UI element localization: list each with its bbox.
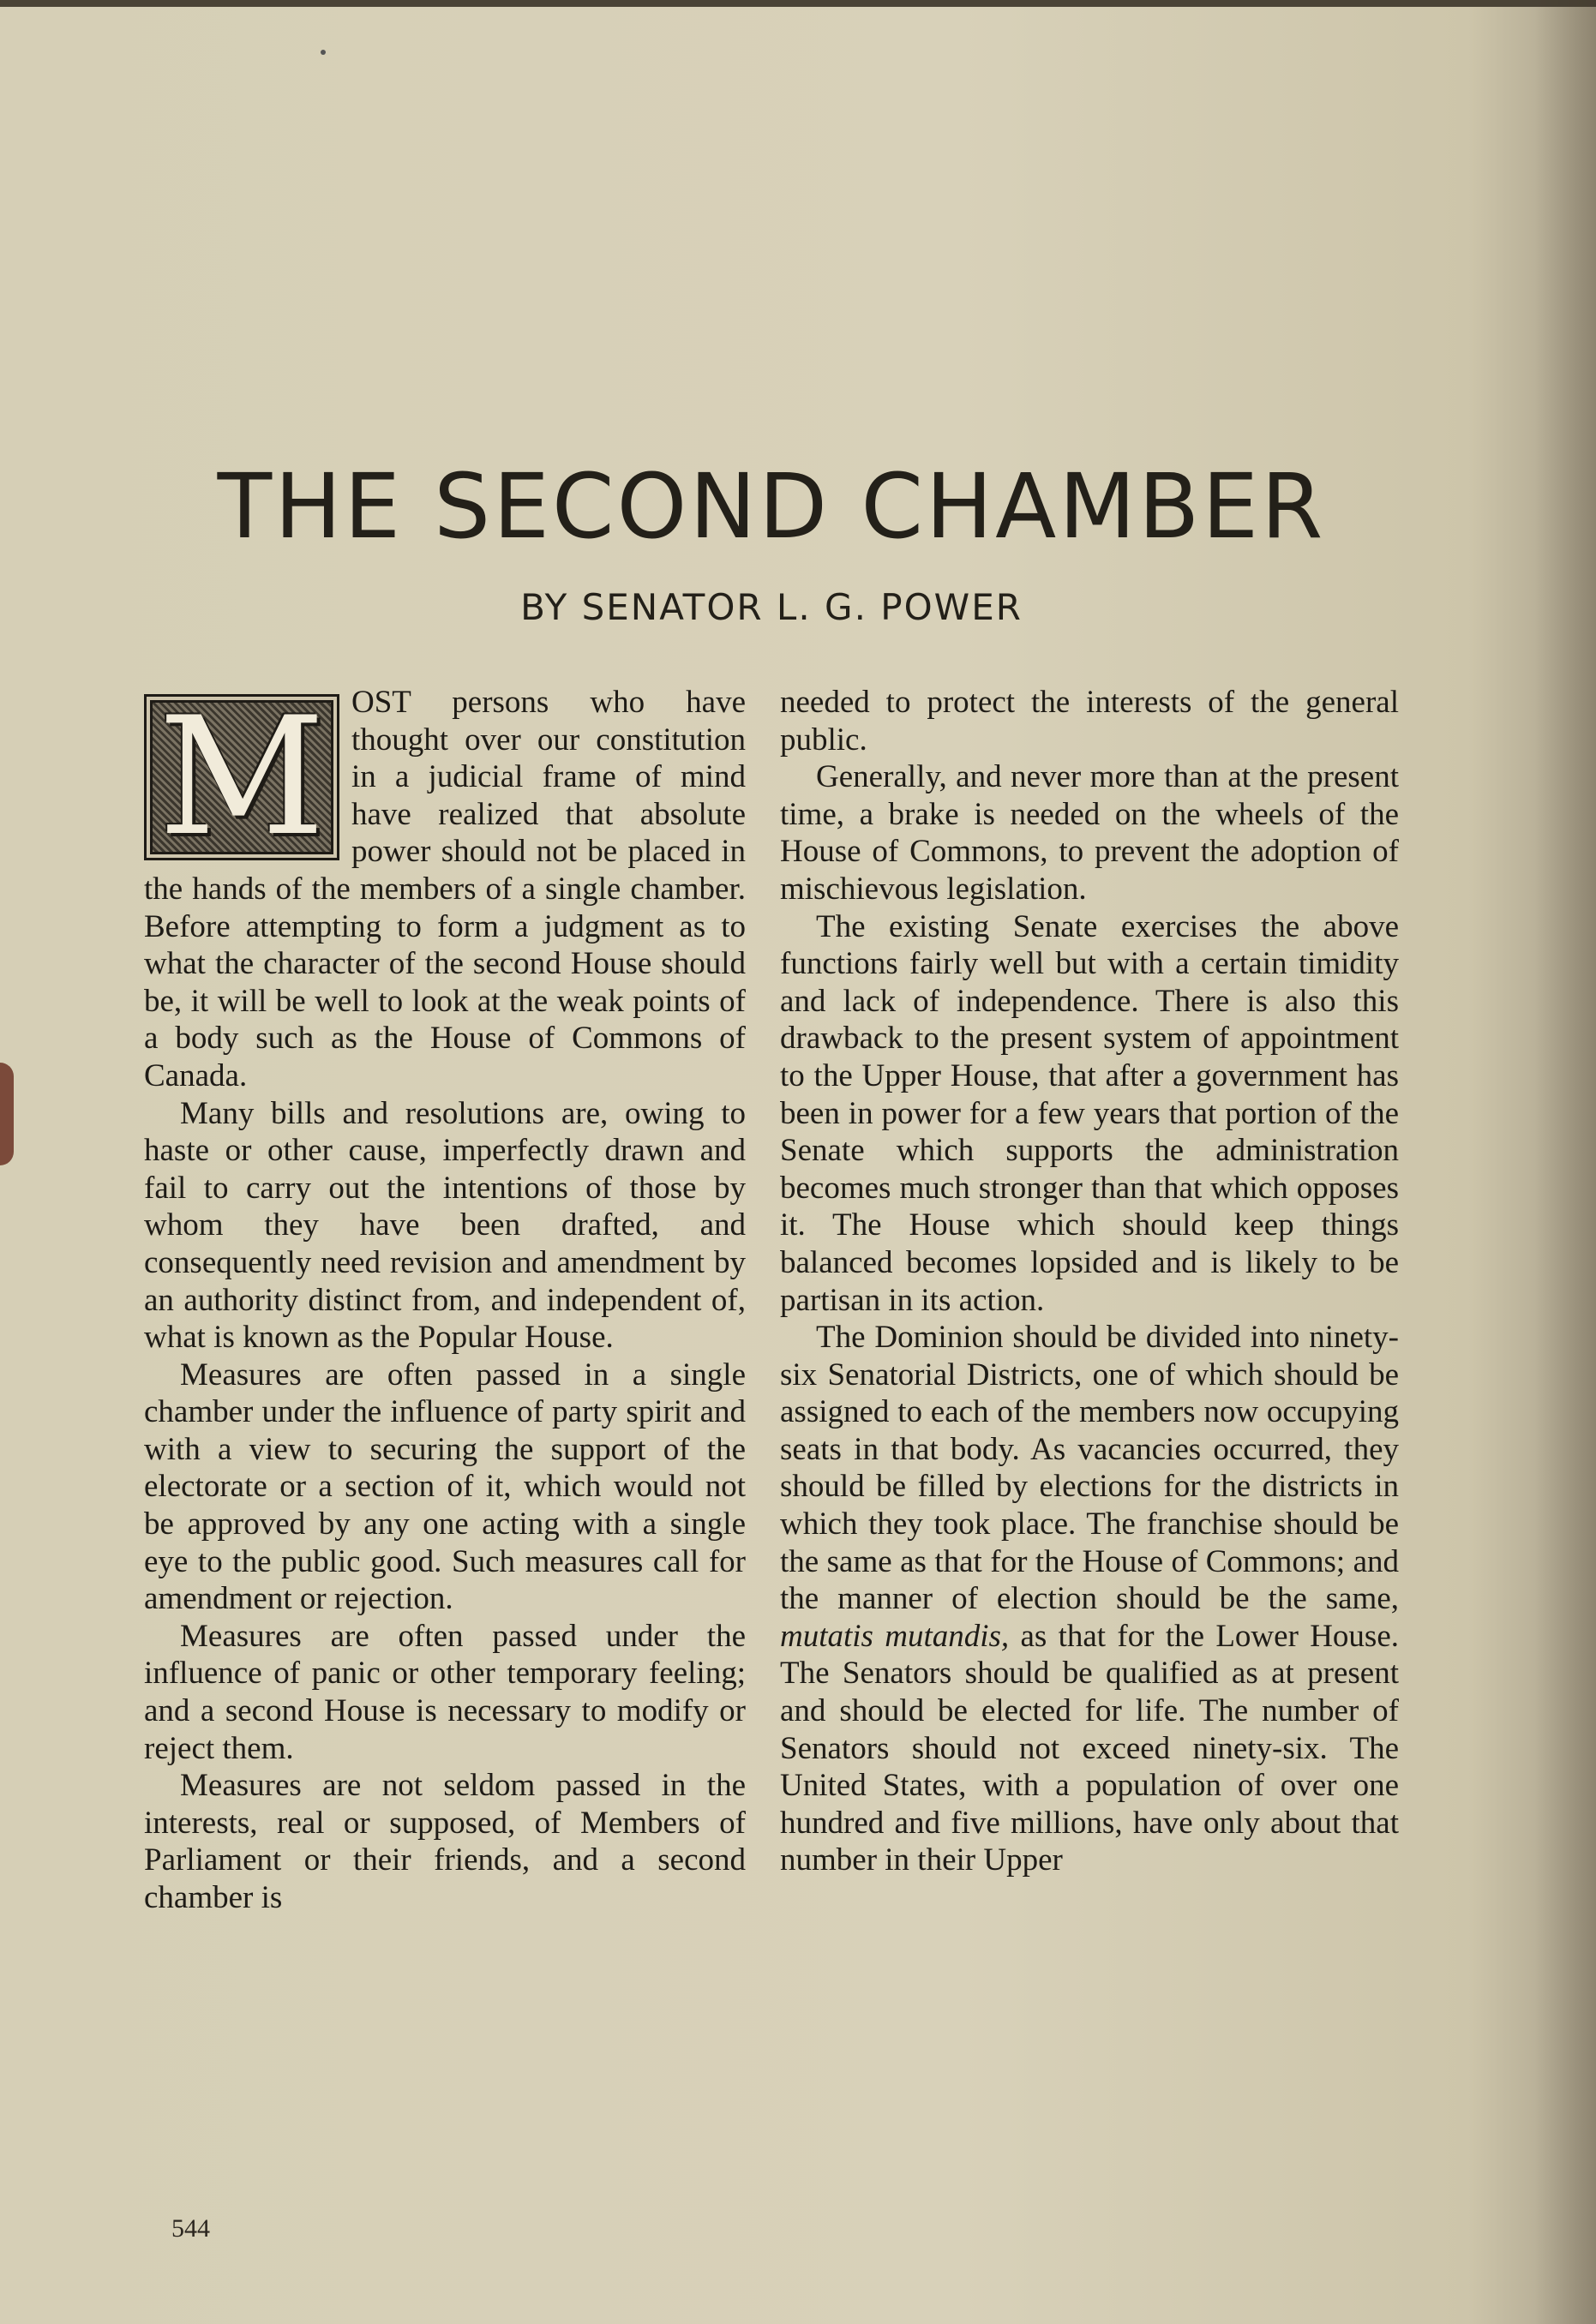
paragraph-8: [780, 1319, 1399, 1879]
article-title: THE SECOND CHAMBER: [217, 454, 1326, 559]
paragraph-1: [144, 684, 746, 1095]
paragraph-7: The existing Senate exercises the above functions fairly well but with a certain timidity and lack of independence. There is also this drawback to the present system of appointment to the Upper House, that after a government has been in power for a few years that portion of the Senate which supports the administration becomes much stronger than that which opposes it. The House which should keep things balanced becomes lopsided and is likely to be partisan in its action.: [780, 908, 1399, 1318]
paragraph-5: Measures are not seldom passed in the interests, real or supposed, of Members of Parliament or their friends, and a second chamber is: [144, 1768, 746, 1915]
speck: [321, 50, 326, 55]
paragraph-4: Measures are often passed under the influence of panic or other temporary feeling; and a second House is necessary to modify or reject them.: [144, 1618, 746, 1766]
paragraph-8-text-b: as that for the Lower House. The Senators should be qualified as at present and should be elected for life. The number of Senators should not exceed ninety-six. The United States, with a population of over one hundred and five millions, have only about that number in their Upper: [780, 1618, 1399, 1878]
page-number: 544: [171, 2214, 210, 2243]
paragraph-8-text-a: The Dominion should be divided into ninety-six Senatorial Districts, one of which should be assigned to each of the members now occupying seats in that body. As vacancies occurred, they should be filled by elections for the districts in which they took place. The franchise should be the same as that for the House of Commons; and the manner of election should be the same,: [780, 1320, 1399, 1617]
paragraph-2: Many bills and resolutions are, owing to haste or other cause, imperfectly drawn and fail to carry out the intentions of those by whom they have been drafted, and consequently need revision and amendment by an authority distinct from, and independent of, what is known as the Popular House.: [144, 1095, 746, 1356]
paragraph-6: Generally, and never more than at the present time, a brake is needed on the wheels of the House of Commons, to prevent the adoption of mischievous legislation.: [780, 759, 1399, 907]
paragraph-1-text: OST persons who have thought over our constitution in a judicial frame of mind have realized that absolute power should not be placed in the hands of the members of a single chamber. Before attempting to form a judgment as to what the character of the second House should be, it will be well to look at the weak points of a body such as the House of Commons of Canada.: [144, 685, 746, 1093]
latin-phrase: mutatis mutandis,: [780, 1618, 1010, 1654]
left-column: [144, 684, 746, 1917]
paragraph-3: Measures are often passed in a single chamber under the influence of party spirit and with a view to securing the support of the electorate or a section of it, which would not be approved by any one acting with a single eye to the public good. Such measures call for amendment or rejection.: [144, 1357, 746, 1617]
paragraph-continued: needed to protect the interests of the general public.: [780, 685, 1399, 758]
binding-shadow: [1534, 0, 1596, 2324]
page-tab-marker: [0, 1063, 14, 1165]
page-top-edge: [0, 0, 1596, 7]
drop-cap-initial: M: [144, 694, 339, 860]
article-byline: BY SENATOR L. G. POWER: [520, 586, 1023, 628]
right-column: [780, 684, 1399, 1879]
